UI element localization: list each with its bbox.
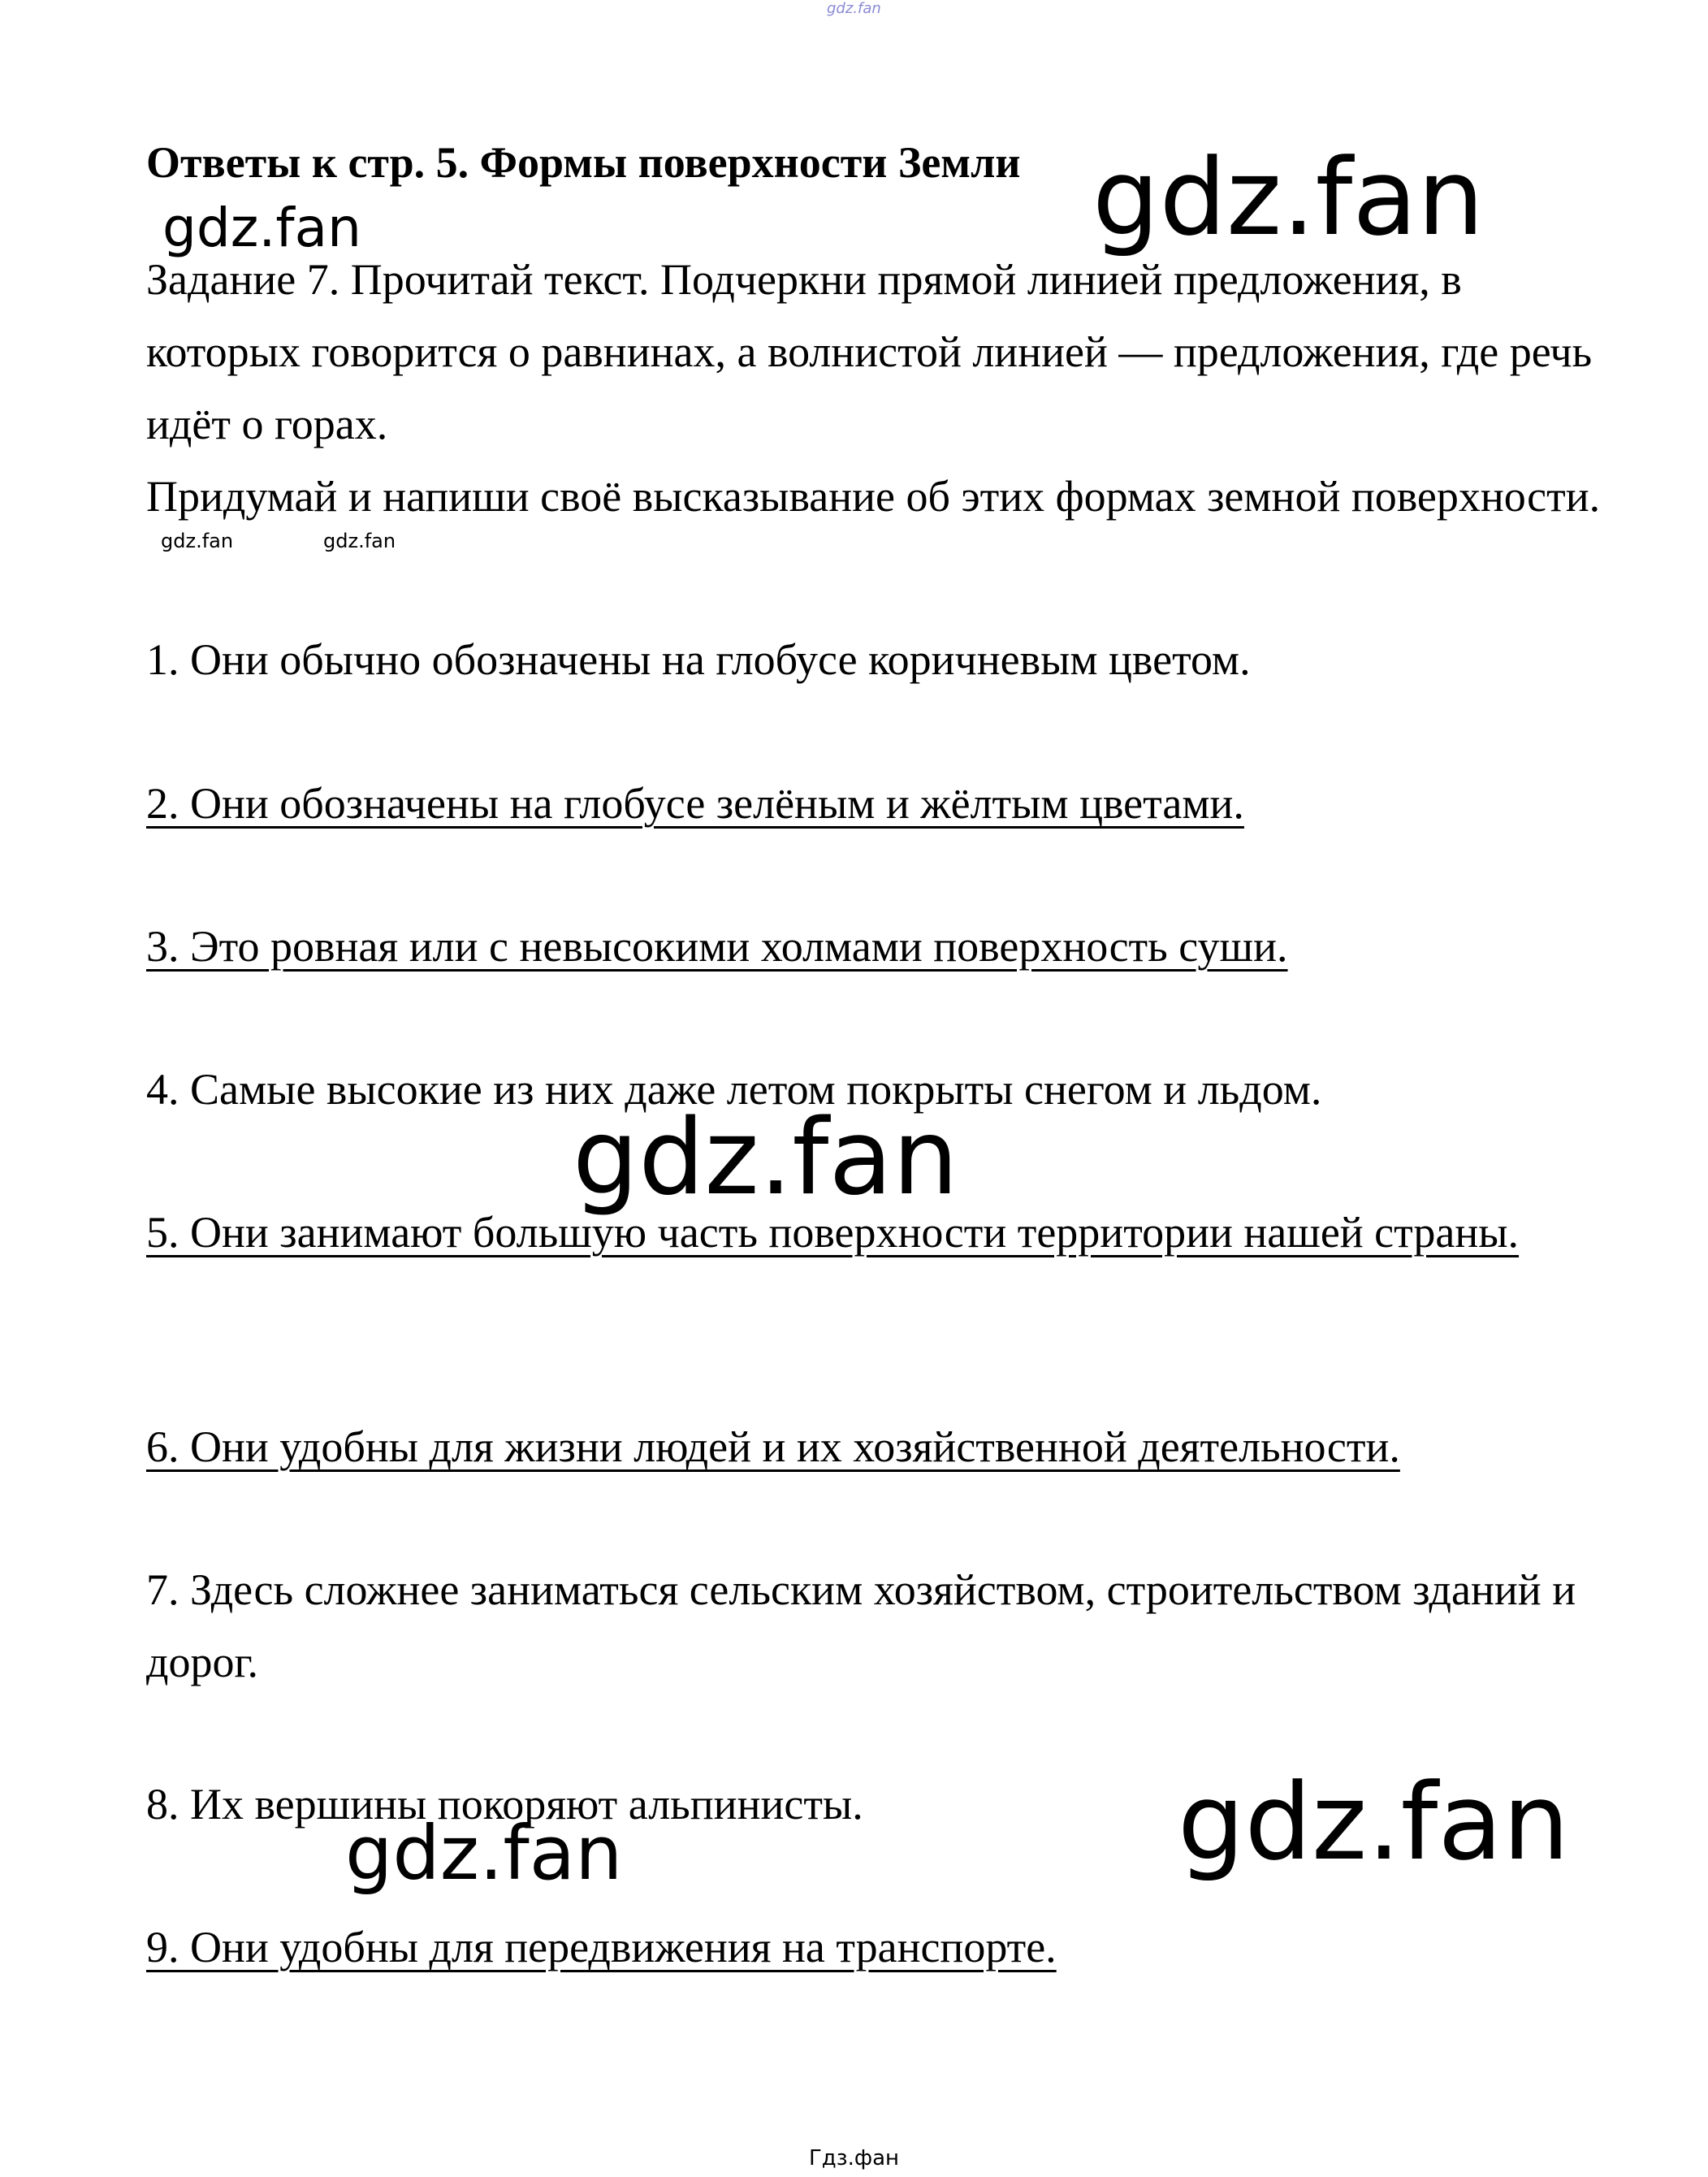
- answer-item-9: 9. Они удобны для передвижения на транспорте.: [146, 1923, 1057, 1971]
- watermark-tiny-1: gdz.fan: [161, 530, 234, 552]
- answer-item-7: 7. Здесь сложнее заниматься сельским хозяйством, строительством зданий и дорог.: [146, 1565, 1576, 1686]
- task-instruction: Задание 7. Прочитай текст. Подчеркни прямой линией предложения, в которых говорится о равнинах, а волнистой линией — предложения, где речь идёт о горах.: [146, 255, 1593, 448]
- answer-item-6: 6. Они удобны для жизни людей и их хозяйственной деятельности.: [146, 1422, 1400, 1471]
- watermark-large-top: gdz.fan: [1092, 136, 1485, 259]
- watermark-small-left: gdz.fan: [162, 197, 361, 259]
- answer-item-2: 2. Они обозначены на глобусе зелёным и жёлтым цветами.: [146, 779, 1244, 828]
- watermark-top: gdz.fan: [827, 0, 881, 17]
- answer-item-8: 8. Их вершины покоряют альпинисты.: [146, 1780, 863, 1829]
- watermark-tiny-2: gdz.fan: [323, 530, 396, 552]
- answer-item-4: 4. Самые высокие из них даже летом покрыты снегом и льдом.: [146, 1065, 1322, 1114]
- page-footer: Гдз.фан: [808, 2146, 900, 2171]
- watermark-medium-bottom: gdz.fan: [345, 1810, 623, 1897]
- answer-item-3: 3. Это ровная или с невысокими холмами поверхность суши.: [146, 922, 1288, 971]
- watermark-large-right: gdz.fan: [1178, 1760, 1570, 1884]
- task-prompt: Придумай и напиши своё высказывание об этих формах земной поверхности.: [146, 472, 1601, 521]
- watermark-large-middle: gdz.fan: [573, 1097, 958, 1218]
- page-title: Ответы к стр. 5. Формы поверхности Земли: [146, 138, 1021, 187]
- answer-item-5: 5. Они занимают большую часть поверхности территории нашей страны.: [146, 1208, 1520, 1257]
- task-text: [146, 244, 1624, 533]
- answer-item-1: 1. Они обычно обозначены на глобусе коричневым цветом.: [146, 635, 1251, 684]
